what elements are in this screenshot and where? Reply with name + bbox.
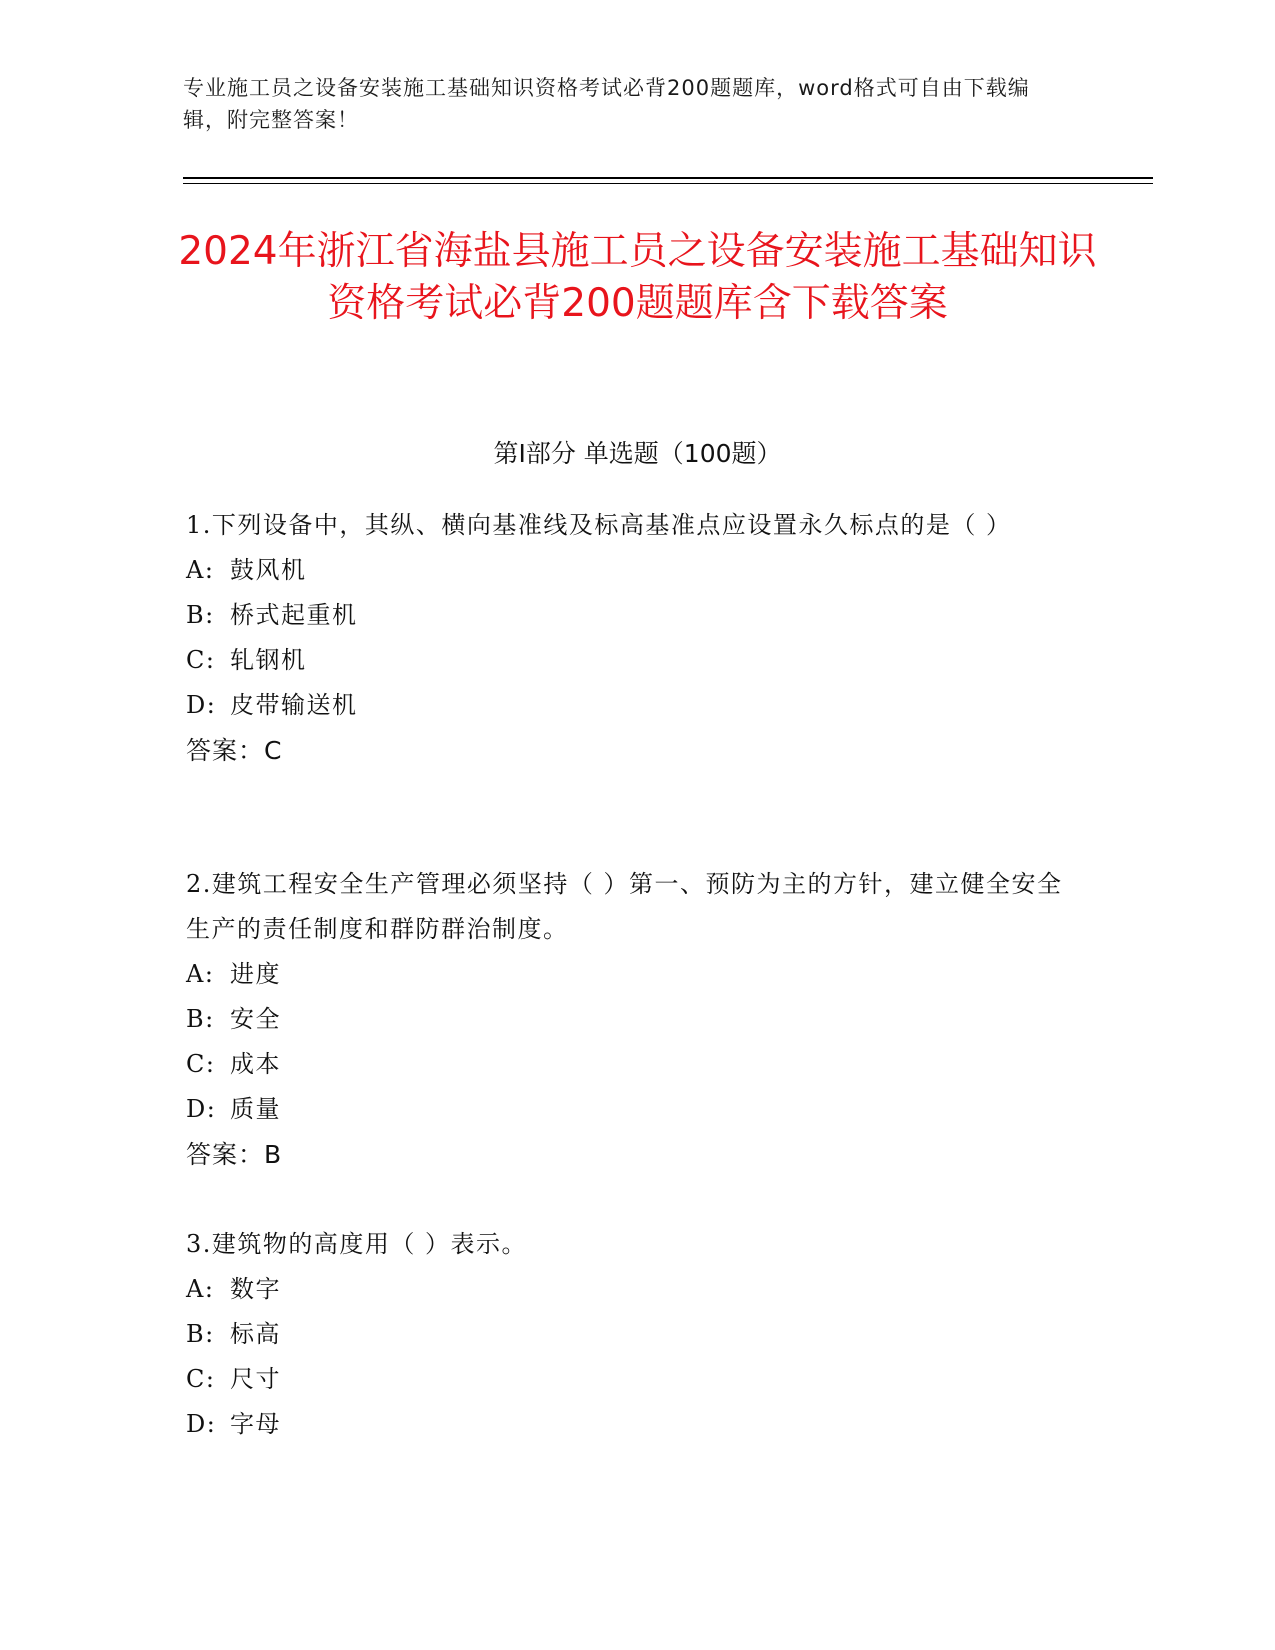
option-key: A: (186, 960, 215, 988)
question-stem: 3.建筑物的高度用（ ）表示。 (186, 1230, 528, 1258)
option-b (186, 997, 1076, 1042)
option-text: 安全 (230, 1005, 281, 1033)
answer-line: 答案：B (186, 1140, 283, 1169)
option-c (186, 1357, 1076, 1402)
option-text: 尺寸 (230, 1365, 281, 1393)
option-c (186, 638, 1076, 683)
option-text: 数字 (230, 1275, 281, 1303)
option-b (186, 593, 1076, 638)
option-text: 标高 (230, 1320, 281, 1348)
option-text: 轧钢机 (230, 646, 307, 674)
header-rule-thin (183, 183, 1153, 184)
option-key: D: (186, 691, 217, 719)
option-text: 桥式起重机 (230, 601, 358, 629)
option-key: D: (186, 1410, 217, 1438)
question-1 (186, 503, 1076, 773)
option-a (186, 1267, 1076, 1312)
question-stem: 2.建筑工程安全生产管理必须坚持（ ）第一、预防为主的方针，建立健全安全生产的责任制度和群防群治制度。 (186, 870, 1063, 943)
option-text: 进度 (230, 960, 281, 988)
question-3 (186, 1222, 1076, 1447)
option-d (186, 1087, 1076, 1132)
header-note: 专业施工员之设备安装施工基础知识资格考试必背200题题库，word格式可自由下载编辑，附完整答案！ (183, 76, 1030, 132)
option-b (186, 1312, 1076, 1357)
option-text: 皮带输送机 (230, 691, 358, 719)
option-d (186, 683, 1076, 728)
answer-line: 答案：C (186, 736, 283, 765)
section-heading: 第I部分 单选题（100题） (493, 439, 782, 468)
option-a (186, 952, 1076, 997)
option-c (186, 1042, 1076, 1087)
option-key: C: (186, 1050, 216, 1078)
question-stem: 1.下列设备中，其纵、横向基准线及标高基准点应设置永久标点的是（ ） (186, 511, 1012, 539)
option-text: 鼓风机 (230, 556, 307, 584)
option-key: C: (186, 1365, 216, 1393)
option-text: 质量 (230, 1095, 281, 1123)
option-text: 成本 (230, 1050, 281, 1078)
option-key: D: (186, 1095, 217, 1123)
header-rule-thick (183, 177, 1153, 179)
option-key: B: (186, 1005, 215, 1033)
option-key: A: (186, 556, 215, 584)
option-key: C: (186, 646, 216, 674)
option-key: B: (186, 1320, 215, 1348)
option-key: B: (186, 601, 215, 629)
option-d (186, 1402, 1076, 1447)
document-title: 2024年浙江省海盐县施工员之设备安装施工基础知识资格考试必背200题题库含下载答案 (178, 229, 1097, 326)
option-key: A: (186, 1275, 215, 1303)
option-text: 字母 (230, 1410, 281, 1438)
question-2 (186, 862, 1076, 1177)
option-a (186, 548, 1076, 593)
